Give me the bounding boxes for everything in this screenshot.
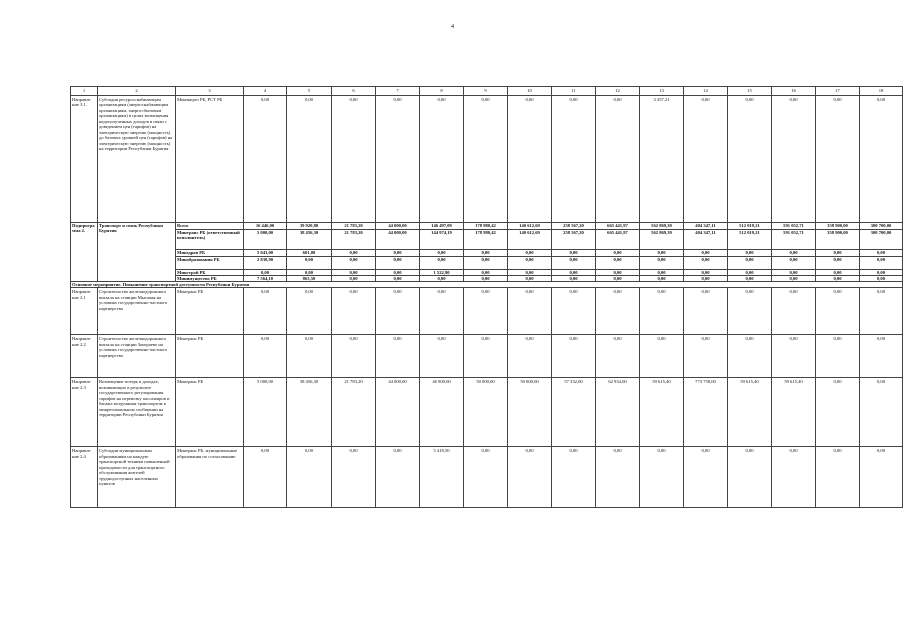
header-cell: 16 [772, 87, 816, 96]
value-cell: 2 838,90 [244, 256, 287, 269]
value-cell: 62 934,00 [596, 378, 640, 447]
value-cell: 0,00 [772, 447, 816, 508]
value-cell: 0,00 [552, 256, 596, 269]
value-cell: 0,00 [684, 275, 728, 281]
value-cell: 0,00 [772, 288, 816, 335]
subprogram-row [71, 256, 903, 269]
value-cell: 0,00 [816, 249, 860, 256]
header-cell: 14 [684, 87, 728, 96]
header-cell: 4 [244, 87, 287, 96]
header-cell: 3 [176, 87, 244, 96]
value-cell: 1 522,90 [420, 269, 464, 275]
value-cell: 0,00 [640, 335, 684, 378]
value-cell: 591 052,71 [772, 222, 816, 229]
value-cell: 0,00 [287, 447, 332, 508]
value-cell: 178 980,42 [464, 222, 508, 229]
value-cell: 0,00 [596, 95, 640, 222]
value-cell: 178 980,42 [464, 229, 508, 249]
value-cell: 258 567,20 [552, 229, 596, 249]
direction-code: Направле ние 2.3 [71, 378, 98, 447]
subprogram-row [71, 249, 903, 256]
value-cell: 0,00 [860, 249, 903, 256]
value-cell: 0,00 [816, 335, 860, 378]
value-cell: 0,00 [420, 249, 464, 256]
value-cell: 0,00 [552, 275, 596, 281]
direction-name: Строительство железнодорожного вокзала на станции Мысовая на условиях государственно-частного партнерства [98, 288, 176, 335]
direction-name: Субсидии муниципальным образованиям на каждую транспортной техники повышенной проходимости для транспортного обслуживания жителей труднодоступных населенных пунктов [98, 447, 176, 508]
value-cell: 0,00 [596, 249, 640, 256]
direction-row [71, 288, 903, 335]
value-cell: 0,00 [640, 256, 684, 269]
value-cell: 0,00 [332, 249, 376, 256]
value-cell: 0,00 [420, 256, 464, 269]
header-cell: 1 [71, 87, 98, 96]
value-cell: 0,00 [596, 447, 640, 508]
value-cell: 0,00 [244, 288, 287, 335]
subprogram-code: Подпрограмма 2. [71, 222, 98, 281]
value-cell: 0,00 [508, 269, 552, 275]
value-cell: 0,00 [376, 275, 420, 281]
subprogram-row [71, 222, 903, 229]
value-cell: 5 418,50 [420, 447, 464, 508]
value-cell: 0,00 [860, 95, 903, 222]
value-cell: 562 869,39 [640, 222, 684, 229]
value-cell: 863,50 [287, 275, 332, 281]
direction-executor: Минтранс РБ [176, 288, 244, 335]
value-cell: 358 900,00 [816, 229, 860, 249]
value-cell: 0,00 [332, 275, 376, 281]
direction-name: Строительство железнодорожного вокзала на станции Заиграево на условиях государственно-частного партнерства [98, 335, 176, 378]
value-cell: 0,00 [684, 335, 728, 378]
value-cell: 512 019,21 [728, 222, 772, 229]
value-cell: 0,00 [684, 256, 728, 269]
value-cell: 0,00 [772, 269, 816, 275]
value-cell: 0,00 [860, 275, 903, 281]
value-cell: 0,00 [816, 275, 860, 281]
header-cell: 15 [728, 87, 772, 96]
value-cell: 0,00 [552, 335, 596, 378]
budget-table [70, 86, 903, 508]
value-cell: 0,00 [508, 447, 552, 508]
value-cell: 0,00 [420, 335, 464, 378]
subprogram-executor: Минздрав РБ [176, 249, 244, 256]
value-cell: 0,00 [684, 447, 728, 508]
value-cell: 562 869,39 [640, 229, 684, 249]
value-cell: 46 900,00 [420, 378, 464, 447]
value-cell: 0,00 [552, 95, 596, 222]
value-cell: 0,00 [772, 256, 816, 269]
value-cell: 59 615,40 [772, 378, 816, 447]
value-cell: 512 019,21 [728, 229, 772, 249]
value-cell: 0,00 [376, 95, 420, 222]
value-cell: 0,00 [464, 335, 508, 378]
value-cell: 0,00 [728, 447, 772, 508]
value-cell: 0,00 [816, 378, 860, 447]
value-cell: 3 357,21 [640, 95, 684, 222]
value-cell: 5 043,00 [244, 249, 287, 256]
header-cell: 11 [552, 87, 596, 96]
header-cell: 8 [420, 87, 464, 96]
value-cell: 404 347,11 [684, 222, 728, 229]
value-cell: 591 052,71 [772, 229, 816, 249]
value-cell: 59 615,40 [640, 378, 684, 447]
value-cell: 0,00 [816, 447, 860, 508]
value-cell: 0,00 [508, 288, 552, 335]
value-cell: 0,00 [464, 95, 508, 222]
value-cell: 0,00 [684, 269, 728, 275]
value-cell: 0,00 [376, 256, 420, 269]
subprogram-executor: Минобразования РБ [176, 256, 244, 269]
value-cell: 0,00 [728, 256, 772, 269]
value-cell: 0,00 [596, 256, 640, 269]
value-cell: 0,00 [684, 288, 728, 335]
direction-executor: Минтранс РБ [176, 335, 244, 378]
value-cell: 38 456,30 [287, 378, 332, 447]
value-cell: 0,00 [376, 249, 420, 256]
subprogram-executor: Минимущество РБ [176, 275, 244, 281]
section-title: Основное мероприятие. Повышение транспортной доступности Республики Бурятия [71, 281, 903, 288]
value-cell: 59 615,40 [728, 378, 772, 447]
value-cell: 0,00 [684, 249, 728, 256]
value-cell: 0,00 [684, 95, 728, 222]
value-cell: 0,00 [552, 249, 596, 256]
value-cell: 0,00 [464, 288, 508, 335]
value-cell: 0,00 [640, 288, 684, 335]
value-cell: 0,00 [772, 249, 816, 256]
value-cell: 0,00 [244, 269, 287, 275]
value-cell: 140 612,69 [508, 229, 552, 249]
direction-code: Направле ние 2.4 [71, 447, 98, 508]
value-cell: 0,00 [772, 335, 816, 378]
header-cell: 13 [640, 87, 684, 96]
value-cell: 0,00 [728, 249, 772, 256]
value-cell: 300 700,00 [860, 229, 903, 249]
value-cell: 0,00 [464, 275, 508, 281]
value-cell: 0,00 [860, 269, 903, 275]
value-cell: 665 441,97 [596, 222, 640, 229]
value-cell: 0,00 [508, 95, 552, 222]
header-cell: 17 [816, 87, 860, 96]
value-cell: 773 758,00 [684, 378, 728, 447]
subprogram-executor: Всего [176, 222, 244, 229]
header-cell: 9 [464, 87, 508, 96]
value-cell: 44 000,00 [376, 222, 420, 229]
value-cell: 0,00 [376, 288, 420, 335]
value-cell: 665 441,97 [596, 229, 640, 249]
value-cell: 0,00 [287, 269, 332, 275]
value-cell: 404 347,11 [684, 229, 728, 249]
subprogram-name: Транспорт и связь Республики Бурятия [98, 222, 176, 281]
value-cell: 0,00 [860, 335, 903, 378]
value-cell: 0,00 [376, 269, 420, 275]
value-cell: 0,00 [376, 335, 420, 378]
direction-name: Возмещение потерь в доходах, возникающих в результате государственного регулирования тарифов на перевозку пассажиров и багажа воздушным транспортом в межрегиональном сообщении на территории Республики Бурятия [98, 378, 176, 447]
direction-executor: Минтранс РБ, муниципальные образования по согласованию [176, 447, 244, 508]
value-cell: 0,00 [816, 95, 860, 222]
value-cell: 0,00 [552, 447, 596, 508]
value-cell: 0,00 [287, 288, 332, 335]
value-cell: 0,00 [640, 269, 684, 275]
value-cell: 21 783,20 [332, 229, 376, 249]
value-cell: 5 000,00 [244, 229, 287, 249]
direction-executor: Минэнерго РБ, РСТ РБ [176, 95, 244, 222]
value-cell: 0,00 [860, 378, 903, 447]
header-cell: 7 [376, 87, 420, 96]
value-cell: 0,00 [728, 95, 772, 222]
value-cell: 0,00 [552, 288, 596, 335]
value-cell: 0,00 [728, 288, 772, 335]
subprogram-executor: Минстрой РБ [176, 269, 244, 275]
value-cell: 38 456,30 [287, 229, 332, 249]
value-cell: 0,00 [596, 269, 640, 275]
value-cell: 144 974,19 [420, 229, 464, 249]
value-cell: 0,00 [772, 95, 816, 222]
value-cell: 0,00 [860, 256, 903, 269]
value-cell: 0,00 [816, 288, 860, 335]
direction-executor: Минтранс РБ [176, 378, 244, 447]
subprogram-executor: Минтранс РБ (ответственный исполнитель) [176, 229, 244, 249]
subprogram-row [71, 229, 903, 249]
direction-row [71, 447, 903, 508]
value-cell: 0,00 [332, 95, 376, 222]
value-cell: 0,00 [860, 447, 903, 508]
value-cell: 0,00 [816, 256, 860, 269]
value-cell: 0,00 [772, 275, 816, 281]
value-cell: 146 497,09 [420, 222, 464, 229]
value-cell: 0,00 [640, 275, 684, 281]
value-cell: 0,00 [244, 335, 287, 378]
value-cell: 0,00 [728, 269, 772, 275]
value-cell: 0,00 [332, 256, 376, 269]
value-cell: 0,00 [508, 275, 552, 281]
value-cell: 50 000,00 [508, 378, 552, 447]
value-cell: 50 000,00 [464, 378, 508, 447]
header-cell: 18 [860, 87, 903, 96]
value-cell: 16 446,00 [244, 222, 287, 229]
value-cell: 0,00 [596, 288, 640, 335]
value-cell: 300 700,00 [860, 222, 903, 229]
value-cell: 0,00 [728, 335, 772, 378]
value-cell: 0,00 [596, 335, 640, 378]
value-cell: 0,00 [376, 447, 420, 508]
direction-row [71, 335, 903, 378]
direction-code: Направле ние 3.1. [71, 95, 98, 222]
value-cell: 0,00 [640, 249, 684, 256]
value-cell: 39 920,80 [287, 222, 332, 229]
direction-name: Субсидия ресурсоснабжающим организациям (энергоснабжающим организациям, энергосбытовым организациям) в целях возмещения недополученных доходов в связи с доведением цен (тарифов) на электрическую энергию (мощность) до базовых уровней цен (тарифов) на электрическую энергию (мощность) на территории Республики Бурятия [98, 95, 176, 222]
value-cell: 0,00 [464, 447, 508, 508]
direction-code: Направле ние 2.2 [71, 335, 98, 378]
value-cell: 0,00 [508, 256, 552, 269]
value-cell: 0,00 [287, 95, 332, 222]
header-cell: 2 [98, 87, 176, 96]
value-cell: 0,00 [244, 447, 287, 508]
value-cell: 0,00 [640, 447, 684, 508]
value-cell: 0,00 [596, 275, 640, 281]
value-cell: 0,00 [332, 288, 376, 335]
value-cell: 0,00 [552, 269, 596, 275]
value-cell: 0,00 [332, 335, 376, 378]
value-cell: 44 000,00 [376, 229, 420, 249]
value-cell: 0,00 [728, 275, 772, 281]
header-row [71, 87, 903, 96]
value-cell: 601,00 [287, 249, 332, 256]
value-cell: 0,00 [420, 288, 464, 335]
value-cell: 5 000,00 [244, 378, 287, 447]
value-cell: 0,00 [508, 249, 552, 256]
value-cell: 140 612,69 [508, 222, 552, 229]
direction-row-3-1 [71, 95, 903, 222]
value-cell: 258 567,20 [552, 222, 596, 229]
value-cell: 21 783,20 [332, 378, 376, 447]
value-cell: 44 000,00 [376, 378, 420, 447]
value-cell: 0,00 [464, 256, 508, 269]
value-cell: 0,00 [420, 95, 464, 222]
value-cell: 57 332,00 [552, 378, 596, 447]
page-number: 4 [451, 24, 454, 30]
value-cell: 0,00 [244, 95, 287, 222]
header-cell: 5 [287, 87, 332, 96]
value-cell: 0,00 [287, 335, 332, 378]
value-cell: 0,00 [287, 256, 332, 269]
direction-code: Направле ние 2.1 [71, 288, 98, 335]
value-cell: 0,00 [508, 335, 552, 378]
value-cell: 0,00 [332, 447, 376, 508]
value-cell: 0,00 [332, 269, 376, 275]
header-cell: 12 [596, 87, 640, 96]
value-cell: 0,00 [464, 249, 508, 256]
value-cell: 358 900,00 [816, 222, 860, 229]
value-cell: 0,00 [860, 288, 903, 335]
header-cell: 6 [332, 87, 376, 96]
value-cell: 7 564,10 [244, 275, 287, 281]
value-cell: 0,00 [464, 269, 508, 275]
value-cell: 0,00 [816, 269, 860, 275]
value-cell: 21 783,20 [332, 222, 376, 229]
header-cell: 10 [508, 87, 552, 96]
value-cell: 0,00 [420, 275, 464, 281]
direction-row [71, 378, 903, 447]
